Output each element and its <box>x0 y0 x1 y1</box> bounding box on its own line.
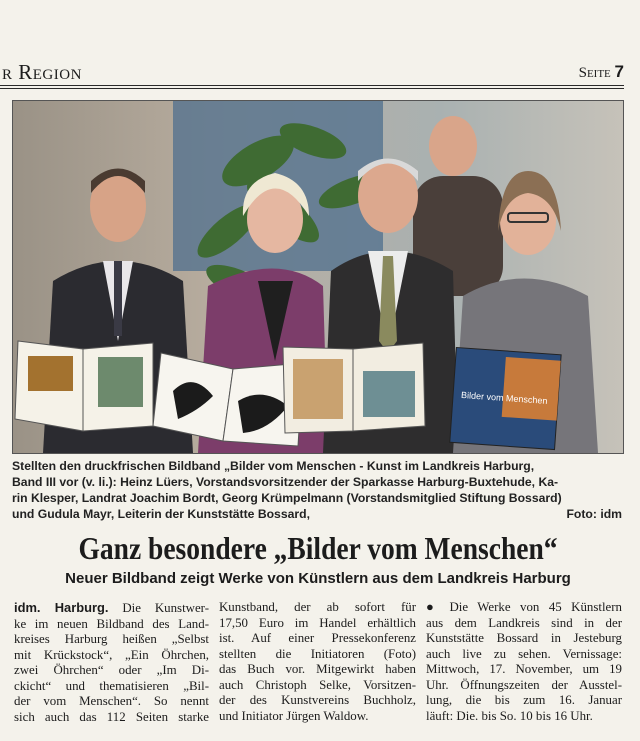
column-1-line-5: zwei Öhrchen“ oder „Im Di- <box>14 663 209 677</box>
article-column-2 <box>219 600 416 724</box>
book-cover <box>450 347 561 449</box>
page-indicator <box>579 62 624 82</box>
page-header <box>0 56 628 86</box>
column-2-line-5: das Buch vor. Mitgewirkt haben <box>219 662 416 676</box>
column-3-line-5: Mittwoch, 17. November, um 19 <box>426 662 622 676</box>
column-3-line-1: Die Werke von 45 Künstlern <box>440 600 622 614</box>
column-3-line-4: auch live zu sehen. Vernissage: <box>426 646 622 661</box>
photo-illustration <box>13 101 623 453</box>
column-3-line-3: Kunststätte Bossard in Jesteburg <box>426 631 622 645</box>
article-column-1 <box>14 600 209 725</box>
column-3-line-6: Uhr. Öffnungszeiten der Ausstel- <box>426 677 622 692</box>
column-1-line-1: Die Kunstwer- <box>108 601 210 615</box>
page-label: Seite <box>578 65 611 81</box>
photo-credit: Foto: idm <box>566 507 622 521</box>
book-cover-title: Bilder vom Menschen <box>460 389 548 406</box>
column-2-line-8: und Initiator Jürgen Waldow. <box>219 708 369 723</box>
column-2-line-6: auch Christoph Selke, Vorsitzen- <box>219 677 416 692</box>
column-1-line-6: ckicht“ und thematisieren „Bil- <box>14 678 209 693</box>
column-1-line-2: ke im neuen Bildband des Land- <box>14 616 209 631</box>
column-3-line-7: lung, die bis zum 16. Januar <box>426 693 622 707</box>
article-headline: Ganz besondere „Bilder vom Menschen“ <box>78 530 558 566</box>
column-2-line-3: ist. Auf einer Pressekonferenz <box>219 631 416 645</box>
caption-line-2: Band III vor (v. li.): Heinz Lüers, Vorstandsvorsitzender der Sparkasse Harburg-Buxtehude, Ka- <box>12 475 559 489</box>
article-column-3 <box>426 600 622 724</box>
open-book-1 <box>15 341 153 431</box>
column-1-line-8: sich auch das 112 Seiten starke <box>14 709 209 724</box>
column-2-line-2: 17,50 Euro im Handel erhältlich <box>219 615 416 630</box>
open-book-3 <box>283 343 425 433</box>
column-2-line-7: der des Kunstvereins Buchholz, <box>219 693 416 707</box>
column-1-line-3: kreises Harburg heißen „Selbst <box>14 632 209 646</box>
header-rule <box>0 85 624 86</box>
caption-line-1: Stellten den druckfrischen Bildband „Bilder vom Menschen - Kunst im Landkreis Harburg, <box>12 459 535 473</box>
page-number: 7 <box>614 62 624 81</box>
caption-line-4: und Gudula Mayr, Leiterin der Kunststätte Bossard, <box>12 507 310 521</box>
section-title: r Region <box>2 60 82 84</box>
column-2-line-1: Kunstband, der ab sofort für <box>219 600 416 614</box>
article-subheadline: Neuer Bildband zeigt Werke von Künstlern aus dem Landkreis Harburg <box>65 570 571 587</box>
column-1-line-7: der vom Menschen“. So nennt <box>14 694 209 708</box>
header-rule-thin <box>0 88 624 89</box>
column-1-line-4: mit Krückstock“, „Ein Öhrchen, <box>14 647 209 662</box>
press-photo <box>12 100 624 454</box>
dateline: idm. Harburg. <box>14 600 109 615</box>
bullet-icon: ● <box>426 600 441 614</box>
column-3-line-2: aus dem Landkreis sind in der <box>426 615 622 630</box>
column-3-line-8: läuft: Die. bis So. 10 bis 16 Uhr. <box>426 708 593 723</box>
column-2-line-4: stellten die Initiatoren (Foto) <box>219 646 416 661</box>
photo-caption <box>12 458 624 522</box>
caption-line-3: rin Klesper, Landrat Joachim Bordt, Georg Krümpelmann (Vorstandsmitglied Stiftung Bossard) <box>12 491 562 505</box>
